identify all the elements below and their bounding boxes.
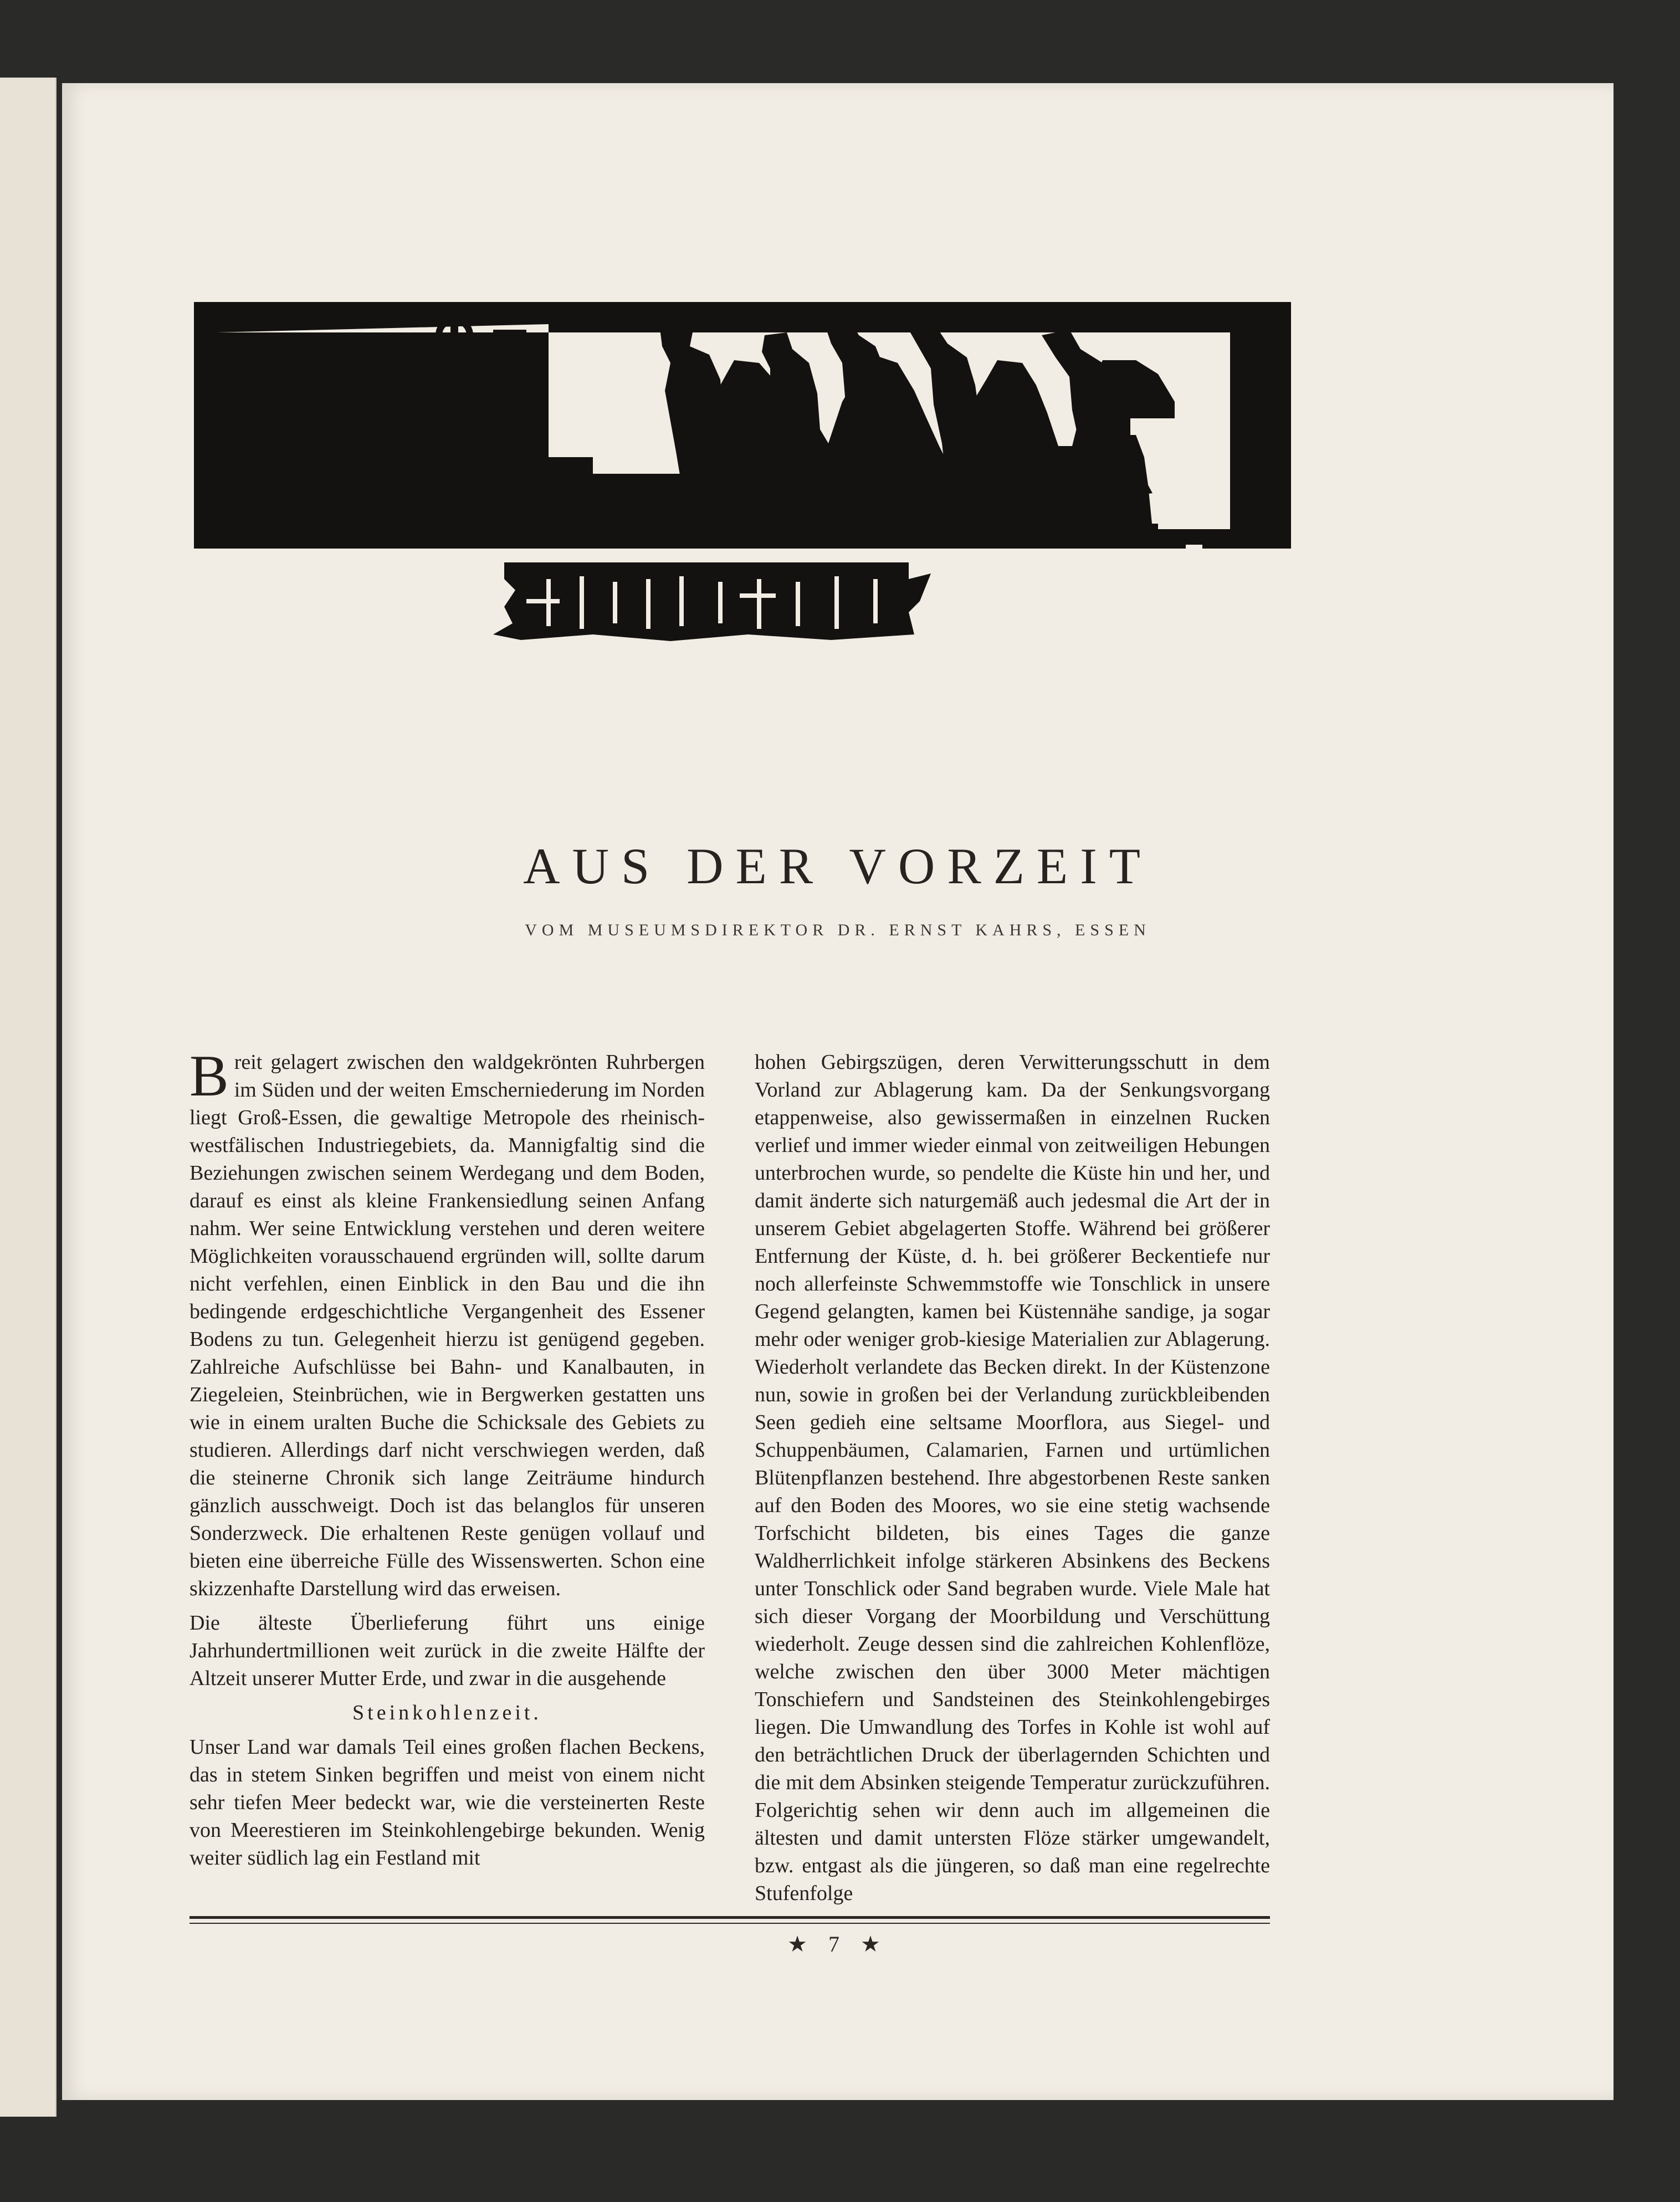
paragraph-3: Unser Land war damals Teil eines großen flachen Beckens, das in stetem Sinken begriffen und meist von einem nicht sehr tiefen Meer bedeckt war, wie die versteinerten Reste von Meerestieren im Steinkohlengebirge bekunden. Wenig weiter südlich lag ein Festland mit: [189, 1735, 705, 1870]
paragraph-4: hohen Gebirgszügen, deren Verwitterungsschutt in dem Vorland zur Ablagerung kam. Da der Senkungsvorgang etappenweise, also gewissermaßen in einzelnen Rucken verlief und immer wieder einmal von zeitweiligen Hebungen unterbrochen wurde, so pendelte die Küste hin und her, und damit änderte sich naturgemäß auch jedesmal die Art der in unserem Gebiet abgelagerten Stoffe. Während bei größerer Entfernung der Küste, d. h. bei größerer Beckentiefe nur noch allerfeinste Schwemmstoffe wie Tonschlick in unsere Gegend gelangten, kamen bei Küstennähe sandige, ja sogar mehr oder weniger grob-kiesige Materialien zur Ablagerung. Wiederholt verlandete das Becken direkt. In der Küstenzone nun, sowie in großen bei der Verlandung zurückbleibenden Seen gedieh eine seltsame Moorflora, aus Siegel- und Schuppenbäumen, Calamarien, Farnen und urtümlichen Blütenpflanzen bestehend. Ihre abgestorbenen Reste sanken auf den Boden des Moores, wo sie eine stetig wachsende Torfschicht bildeten, bis eines Tages die ganze Waldherrlichkeit infolge stärkeren Absinkens des Beckens unter Tonschlick oder Sand begraben wurde. Viele Male hat sich dieser Vorgang der Moorbildung und Verschüttung wiederholt. Zeuge dessen sind die zahlreichen Kohlenflöze, welche zwischen den über 3000 Meter mächtigen Tonschiefern und Sandsteinen des Steinkohlengebirges liegen. Die Umwandlung des Torfes in Kohle ist wohl auf den beträchtlichen Druck der überlagernden Schichten und die mit dem Absinken steigende Temperatur zurückzuführen. Folgerichtig sehen wir denn auch im allgemeinen die ältesten und damit untersten Flöze stärker umgewandelt, bzw. entgast als die jüngeren, so daß man eine regelrechte Stufenfolge: [755, 1051, 1270, 1905]
page-number: ★ 7 ★: [787, 1932, 888, 1957]
book-page: [62, 83, 1614, 2100]
section-subheading: Steinkohlenzeit.: [352, 1701, 542, 1724]
article-byline: VOM MUSEUMSDIREKTOR DR. ERNST KAHRS, ESSEN: [525, 921, 1151, 939]
paragraph-1: [189, 1043, 705, 1602]
gluck-auf-text: Glück auf: [715, 620, 720, 621]
text-column-left: [189, 1043, 705, 1878]
footer-rule-thick: [189, 1916, 1270, 1919]
headframe-top: [493, 330, 526, 346]
previous-page-edge: [0, 78, 57, 2117]
banner-ground: [582, 524, 1158, 549]
silhouette-banner: [194, 302, 1291, 657]
article-title: AUS DER VORZEIT: [523, 838, 1153, 894]
paragraph-2: Die älteste Überlieferung führt uns einige Jahrhundertmillionen weit zurück in die zweite Hälfte der Altzeit unserer Mutter Erde, und zwar in die ausgehende: [189, 1611, 705, 1690]
drop-cap: B: [189, 1043, 229, 1108]
text-column-right: [755, 1048, 1270, 1914]
footer-rule-thin: [189, 1923, 1270, 1924]
paragraph-1-text: reit gelagert zwischen den waldgekrönten Ruhrbergen im Süden und der weiten Emscherniederung im Norden liegt Groß-Essen, die gewaltige Metropole des rheinisch-westfälischen Industriegebiets, da. Mannigfaltig sind die Beziehungen zwischen seinem Werdegang und dem Boden, darauf es einst als kleine Frankensiedlung seinen Anfang nahm. Wer seine Entwicklung verstehen und deren weitere Möglichkeiten vorausschauend ergründen will, sollte darum nicht verfehlen, einen Einblick in den Bau und die ihn bedingende erdgeschichtliche Vergangenheit des Essener Bodens zu tun. Gelegenheit hierzu ist genügend gegeben. Zahlreiche Aufschlüsse bei Bahn- und Kanalbauten, in Ziegeleien, Steinbrüchen, wie in Bergwerken gestatten uns wie in einem uralten Buche die Schicksale des Gebiets zu studieren. Allerdings darf nicht verschwiegen werden, daß die steinerne Chronik sich lange Zeiträume hindurch gänzlich ausschweigt. Doch ist das belanglos für unseren Sonderzweck. Die erhaltenen Reste genügen vollauf und bieten eine überreiche Fülle des Wissenswerten. Schon eine skizzenhafte Darstellung wird das erweisen.: [189, 1051, 705, 1600]
